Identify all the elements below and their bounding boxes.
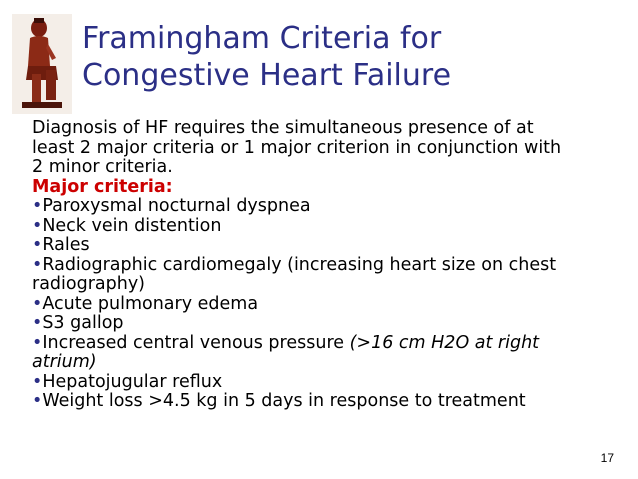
bullet-icon: • bbox=[32, 196, 43, 216]
criterion-text: Neck vein distention bbox=[42, 215, 222, 236]
list-item-continuation: radiography) bbox=[32, 274, 146, 294]
list-item bbox=[32, 373, 632, 393]
list-item bbox=[32, 217, 632, 237]
bullet-icon: • bbox=[32, 293, 43, 314]
criterion-note: (>16 cm H2O at right bbox=[349, 332, 540, 353]
criterion-text: Hepatojugular reflux bbox=[42, 371, 223, 392]
bullet-icon: • bbox=[32, 332, 43, 353]
title-line-1: Framingham Criteria for bbox=[82, 21, 442, 56]
criterion-text: S3 gallop bbox=[42, 313, 124, 333]
list-item bbox=[32, 256, 632, 276]
list-item bbox=[32, 236, 632, 256]
criterion-text: Acute pulmonary edema bbox=[42, 293, 259, 314]
major-criteria-heading: Major criteria: bbox=[32, 176, 173, 197]
bullet-icon: • bbox=[32, 235, 43, 255]
intro-line-1: Diagnosis of HF requires the simultaneous presence of at bbox=[32, 118, 534, 138]
list-item bbox=[32, 334, 632, 354]
criterion-text: Weight loss >4.5 kg in 5 days in response to treatment bbox=[42, 391, 526, 411]
bullet-icon: • bbox=[32, 371, 43, 392]
slide-title bbox=[82, 20, 451, 94]
intro-line-3: 2 minor criteria. bbox=[32, 157, 173, 177]
bullet-icon: • bbox=[32, 313, 43, 333]
intro-line-2: least 2 major criteria or 1 major criterion in conjunction with bbox=[32, 137, 562, 158]
criterion-text: Paroxysmal nocturnal dyspnea bbox=[42, 196, 311, 216]
criterion-text: Increased central venous pressure bbox=[42, 332, 350, 353]
list-item bbox=[32, 197, 632, 217]
list-item bbox=[32, 392, 632, 412]
list-item bbox=[32, 295, 632, 315]
criterion-text: Radiographic cardiomegaly (increasing heart size on chest bbox=[42, 254, 557, 275]
title-line-2: Congestive Heart Failure bbox=[82, 58, 452, 93]
criterion-text: Rales bbox=[42, 235, 90, 255]
seated-statue-image bbox=[12, 14, 72, 114]
list-item bbox=[32, 314, 632, 334]
list-item-continuation: atrium) bbox=[32, 352, 97, 372]
page-number: 17 bbox=[600, 451, 614, 465]
bullet-icon: • bbox=[32, 254, 43, 275]
bullet-icon: • bbox=[32, 215, 43, 236]
bullet-icon: • bbox=[32, 391, 43, 411]
slide-body bbox=[32, 119, 632, 412]
